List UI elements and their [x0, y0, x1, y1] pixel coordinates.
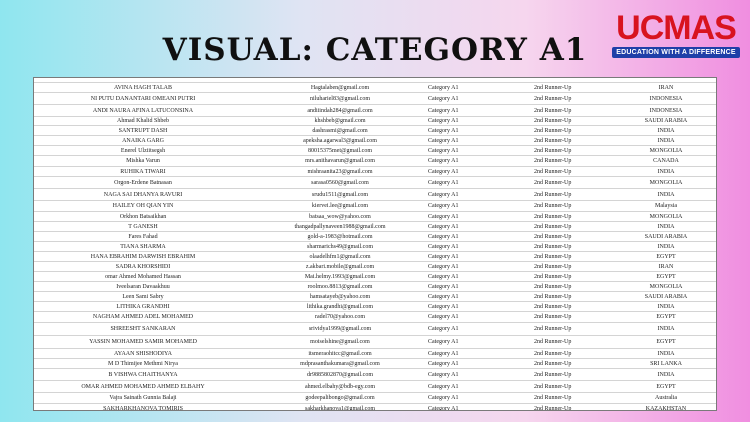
- cell-award: 2nd Runner-Up: [534, 203, 572, 209]
- cell-category: Category A1: [428, 128, 459, 134]
- cell-name: Vajra Sainath Gunnia Balaji: [109, 395, 177, 401]
- cell-name: HANA EBRAHIM DARWISH EBRAHIM: [90, 254, 196, 260]
- cell-country: INDIA: [657, 244, 675, 250]
- cell-name: Enerel Ulziitsegsh: [120, 148, 166, 154]
- cell-name: B VISHWA CHAITHANYA: [108, 372, 178, 378]
- cell-category: Category A1: [428, 314, 459, 320]
- cell-email: apeksha.agarwal3@gmail.com: [303, 138, 377, 144]
- cell-country: MONGOLIA: [649, 180, 683, 186]
- cell-name: ANDI NAURA AFINA LATUCONSINA: [92, 108, 194, 114]
- ucmas-logo: [612, 10, 740, 62]
- cell-country: EGYPT: [656, 339, 676, 345]
- cell-country: MONGOLIA: [649, 214, 683, 220]
- cell-award: 2nd Runner-Up: [534, 244, 572, 250]
- cell-email: batsaa_wow@yahoo.com: [309, 214, 371, 220]
- page-title: VISUAL: CATEGORY A1: [162, 32, 588, 68]
- cell-award: 2nd Runner-Up: [534, 351, 572, 357]
- cell-email: olaadelhfm1@gmail.com: [309, 254, 371, 260]
- cell-category: Category A1: [428, 406, 459, 411]
- cell-category: Category A1: [428, 96, 459, 102]
- cell-category: Category A1: [428, 361, 459, 367]
- cell-award: 2nd Runner-Up: [534, 254, 572, 260]
- cell-email: lithika.grandhi@gmail.com: [306, 304, 374, 310]
- cell-category: Category A1: [428, 339, 459, 345]
- cell-award: 2nd Runner-Up: [534, 234, 572, 240]
- cell-email: Mai.helmy.1993@gmail.com: [304, 274, 376, 280]
- cell-category: Category A1: [428, 148, 459, 154]
- cell-country: MONGOLIA: [649, 284, 683, 290]
- cell-country: INDONESIA: [649, 96, 683, 102]
- cell-category: Category A1: [428, 118, 459, 124]
- cell-award: 2nd Runner-Up: [534, 326, 572, 332]
- cell-email: z.akbari.mobile@gmail.com: [305, 264, 375, 270]
- cell-email: sharmarichs49@gmail.com: [306, 244, 373, 250]
- cell-country: INDIA: [657, 326, 675, 332]
- cell-category: Category A1: [428, 264, 459, 270]
- cell-award: 2nd Runner-Up: [534, 108, 572, 114]
- cell-country: INDIA: [657, 351, 675, 357]
- table-row: [34, 403, 716, 411]
- cell-country: EGYPT: [656, 384, 676, 390]
- cell-category: Category A1: [428, 284, 459, 290]
- cell-country: IRAN: [658, 85, 674, 91]
- cell-email: gold-a-1983@hotmail.com: [307, 234, 373, 240]
- cell-country: Malaysia: [655, 203, 677, 209]
- cell-email: ahmed.elbahy@bdb-egy.com: [304, 384, 376, 390]
- cell-award: 2nd Runner-Up: [534, 284, 572, 290]
- cell-award: 2nd Runner-Up: [534, 169, 572, 175]
- cell-email: andiiindah284@gmail.com: [307, 108, 373, 114]
- cell-country: CANADA: [653, 158, 679, 164]
- cell-email: roolmoo.8813@gmail.com: [307, 284, 373, 290]
- cell-category: Category A1: [428, 326, 459, 332]
- cell-category: Category A1: [428, 85, 459, 91]
- cell-country: INDIA: [657, 304, 675, 310]
- cell-award: 2nd Runner-Up: [534, 148, 572, 154]
- cell-category: Category A1: [428, 192, 459, 198]
- cell-email: srudu1511@gmail.com: [311, 192, 369, 198]
- cell-email: dr9885802870@gmail.com: [306, 372, 374, 378]
- cell-category: Category A1: [428, 294, 459, 300]
- cell-country: INDIA: [657, 192, 675, 198]
- cell-email: moiselshine@gmail.com: [310, 339, 370, 345]
- cell-award: 2nd Runner-Up: [534, 138, 572, 144]
- cell-category: Category A1: [428, 224, 459, 230]
- cell-name: RUHIKA TIWARI: [120, 169, 166, 175]
- cell-name: Orgon-Erdene Batnasan: [114, 180, 172, 186]
- cell-award: 2nd Runner-Up: [534, 224, 572, 230]
- cell-country: MONGOLIA: [649, 148, 683, 154]
- cell-category: Category A1: [428, 304, 459, 310]
- cell-award: 2nd Runner-Up: [534, 85, 572, 91]
- cell-email: itsmeraohitcc@gmail.com: [308, 351, 372, 357]
- cell-category: Category A1: [428, 138, 459, 144]
- cell-country: SAUDI ARABIA: [644, 294, 688, 300]
- cell-email: godeepalibongo@gmail.com: [305, 395, 375, 401]
- logo-wordmark: UCMAS: [616, 9, 736, 47]
- cell-name: LITHIKA GRANDHI: [116, 304, 170, 310]
- cell-country: INDIA: [657, 128, 675, 134]
- cell-category: Category A1: [428, 274, 459, 280]
- cell-country: SAUDI ARABIA: [644, 118, 688, 124]
- cell-award: 2nd Runner-Up: [534, 339, 572, 345]
- cell-email: hamsatayeb@yahoo.com: [309, 294, 371, 300]
- cell-category: Category A1: [428, 108, 459, 114]
- cell-email: dashrasmi@gmail.com: [312, 128, 368, 134]
- cell-category: Category A1: [428, 372, 459, 378]
- table-row: [34, 335, 716, 349]
- cell-category: Category A1: [428, 351, 459, 357]
- cell-email: kiervei.lee@gmail.com: [311, 203, 369, 209]
- cell-name: YASSIN MOHAMED SAMIR MOHAMED: [89, 339, 197, 345]
- cell-award: 2nd Runner-Up: [534, 314, 572, 320]
- cell-category: Category A1: [428, 180, 459, 186]
- cell-name: M D Thimijee Methmi Nirya: [108, 361, 178, 367]
- cell-country: SRI LANKA: [650, 361, 682, 367]
- cell-email: sakharkhanova1@gmail.com: [304, 406, 375, 411]
- cell-category: Category A1: [428, 169, 459, 175]
- cell-country: INDIA: [657, 372, 675, 378]
- cell-award: 2nd Runner-Up: [534, 406, 572, 411]
- cell-name: Fares Fahad: [128, 234, 158, 240]
- cell-award: 2nd Runner-Up: [534, 304, 572, 310]
- cell-award: 2nd Runner-Up: [534, 180, 572, 186]
- table-row: [34, 322, 716, 336]
- cell-email: niluhariel83@gmail.com: [309, 96, 370, 102]
- cell-name: AVINA HAGH TALAB: [114, 85, 172, 91]
- cell-category: Category A1: [428, 244, 459, 250]
- cell-name: Iveelsaran Davaakhuu: [116, 284, 170, 290]
- cell-country: IRAN: [658, 264, 674, 270]
- cell-award: 2nd Runner-Up: [534, 361, 572, 367]
- cell-country: SAUDI ARABIA: [644, 234, 688, 240]
- cell-category: Category A1: [428, 395, 459, 401]
- cell-award: 2nd Runner-Up: [534, 118, 572, 124]
- cell-award: 2nd Runner-Up: [534, 128, 572, 134]
- cell-award: 2nd Runner-Up: [534, 384, 572, 390]
- cell-email: srividya1999@gmail.com: [308, 326, 372, 332]
- cell-name: SANTRUPT DASH: [118, 128, 168, 134]
- cell-name: Leen Sami Sabry: [122, 294, 164, 300]
- cell-name: TIANA SHARMA: [120, 244, 166, 250]
- cell-name: T GANESH: [128, 224, 158, 230]
- cell-name: ANAIKA GARG: [122, 138, 164, 144]
- logo-tagline: EDUCATION WITH A DIFFERENCE: [612, 47, 740, 58]
- cell-category: Category A1: [428, 203, 459, 209]
- cell-name: omar Ahmed Mohamed Hassan: [105, 274, 181, 280]
- cell-name: SHREESHT SANKARAN: [110, 326, 176, 332]
- cell-country: EGYPT: [656, 254, 676, 260]
- cell-email: Hagtalaben@gmail.com: [310, 85, 370, 91]
- cell-award: 2nd Runner-Up: [534, 96, 572, 102]
- cell-category: Category A1: [428, 158, 459, 164]
- cell-award: 2nd Runner-Up: [534, 264, 572, 270]
- cell-email: mdprasanthakumara@gmail.com: [300, 361, 380, 367]
- cell-country: INDIA: [657, 169, 675, 175]
- cell-name: SADRA KHORSHIDI: [115, 264, 171, 270]
- cell-award: 2nd Runner-Up: [534, 274, 572, 280]
- cell-email: mishraanita23@gmail.com: [307, 169, 373, 175]
- cell-country: INDIA: [657, 224, 675, 230]
- cell-award: 2nd Runner-Up: [534, 192, 572, 198]
- cell-email: sarasa0560@gmail.com: [311, 180, 369, 186]
- cell-email: mrs.anithavarun@gmail.com: [305, 158, 375, 164]
- cell-country: KAZAKHSTAN: [645, 406, 687, 411]
- cell-email: thangadpallynaveen1988@gmail.com: [294, 224, 386, 230]
- cell-email: radel70@yahoo.com: [314, 314, 365, 320]
- results-table: [33, 77, 717, 411]
- cell-name: HAILEY OH QIAN YIN: [112, 203, 174, 209]
- cell-country: INDIA: [657, 138, 675, 144]
- cell-award: 2nd Runner-Up: [534, 395, 572, 401]
- cell-name: Orkhon Batsaikhan: [119, 214, 167, 220]
- cell-award: 2nd Runner-Up: [534, 294, 572, 300]
- cell-name: SAKHARKHANOVA TOMIRIS: [103, 406, 183, 411]
- cell-category: Category A1: [428, 234, 459, 240]
- cell-name: NI PUTU DANANTARI OMEANI PUTRI: [90, 96, 196, 102]
- cell-country: Australia: [655, 395, 677, 401]
- cell-name: OMAR AHMED MOHAMED AHMED ELBAHY: [81, 384, 205, 390]
- cell-country: EGYPT: [656, 274, 676, 280]
- cell-country: EGYPT: [656, 314, 676, 320]
- cell-category: Category A1: [428, 254, 459, 260]
- cell-category: Category A1: [428, 214, 459, 220]
- cell-name: AYAAN SHISHODIYA: [114, 351, 172, 357]
- cell-category: Category A1: [428, 384, 459, 390]
- cell-name: NAGA SAI DHANYA RAVURI: [103, 192, 183, 198]
- cell-award: 2nd Runner-Up: [534, 158, 572, 164]
- cell-name: Mishka Varun: [126, 158, 160, 164]
- cell-email: 80015375met@gmail.com: [307, 148, 373, 154]
- cell-email: khshbeb@gmail.com: [314, 118, 366, 124]
- cell-name: Ahmad Khalid Shbeb: [117, 118, 169, 124]
- cell-award: 2nd Runner-Up: [534, 372, 572, 378]
- cell-award: 2nd Runner-Up: [534, 214, 572, 220]
- cell-name: NAGHAM AHMED ADEL MOHAMED: [92, 314, 194, 320]
- cell-country: INDONESIA: [649, 108, 683, 114]
